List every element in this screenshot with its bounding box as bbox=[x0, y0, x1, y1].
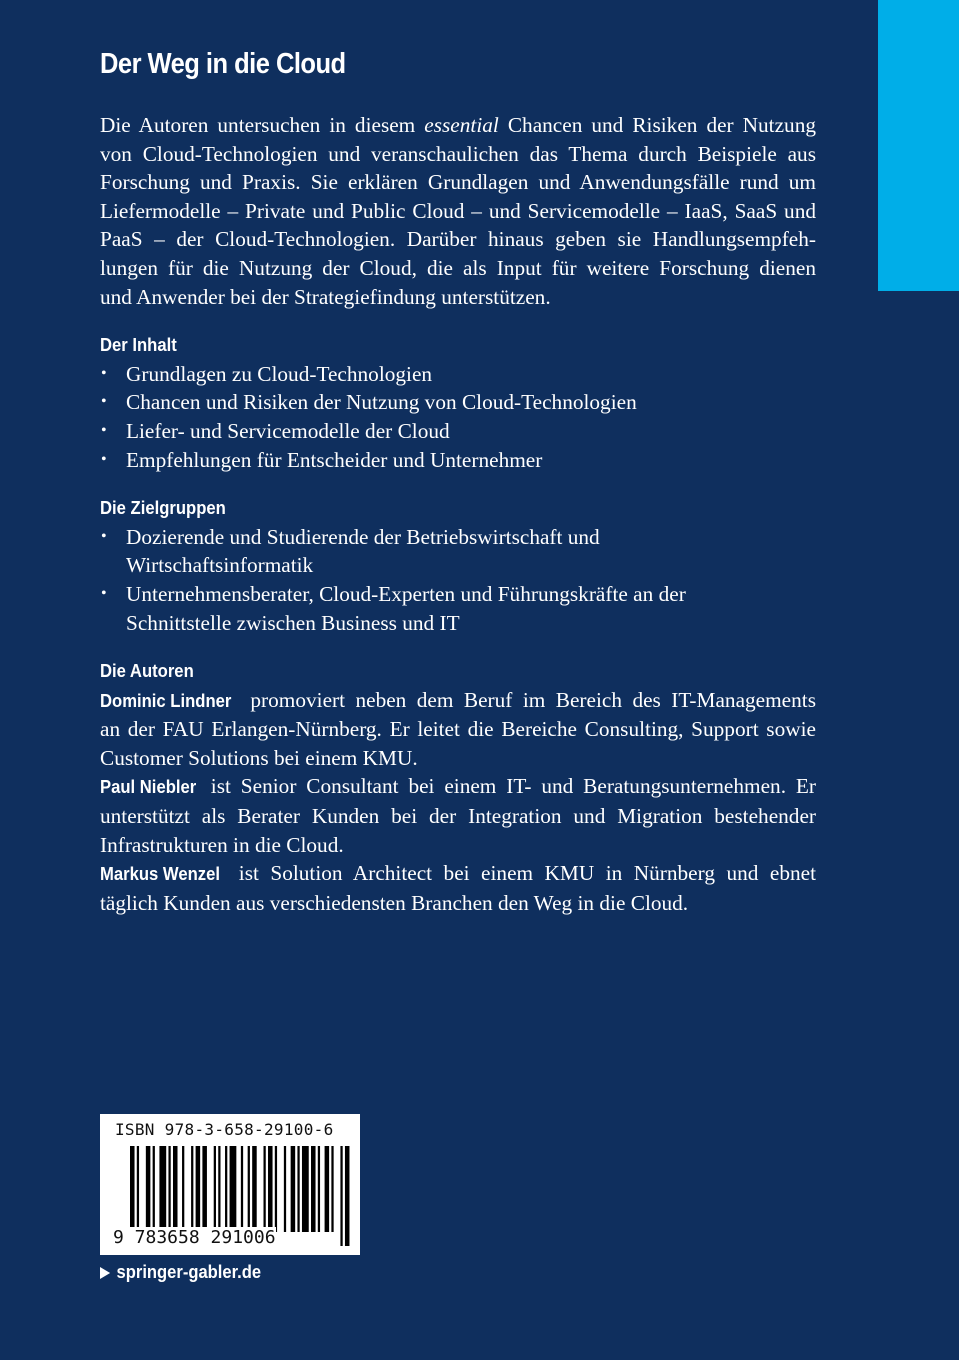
audience-section bbox=[100, 494, 816, 637]
author-bio-line bbox=[100, 889, 816, 918]
intro-line bbox=[100, 254, 816, 283]
list-item-line: • Empfehlungen für Entscheider und Unternehmer bbox=[126, 447, 543, 472]
barcode-bar bbox=[284, 1146, 286, 1232]
isbn-label: ISBN 978-3-658-29100-6 bbox=[115, 1120, 334, 1139]
author-bio-line bbox=[100, 802, 816, 831]
author-bio-line bbox=[100, 715, 816, 744]
intro-emphasis: essential bbox=[424, 113, 499, 137]
list-item-line: • Chancen und Risiken der Nutzung von Cloud-Technologien bbox=[126, 390, 637, 415]
intro-text: Liefermodelle – Private und Public Cloud – und Servicemodelle – IaaS, SaaS und bbox=[100, 198, 816, 223]
author-name: Markus Wenzel bbox=[100, 863, 220, 885]
intro-line bbox=[100, 197, 816, 226]
barcode-bar bbox=[159, 1146, 166, 1232]
intro-text: lungen für die Nutzung der Cloud, die als Input für weitere Forschung dienen bbox=[100, 255, 816, 280]
list-item-line: Schnittstelle zwischen Business und IT bbox=[126, 610, 460, 635]
intro-line bbox=[100, 168, 816, 197]
barcode-bar bbox=[191, 1146, 193, 1232]
barcode-bar bbox=[263, 1146, 265, 1232]
barcode-bar bbox=[340, 1146, 342, 1246]
list-item-line: • Grundlagen zu Cloud-Technologien bbox=[126, 361, 433, 386]
list-item bbox=[100, 523, 816, 580]
barcode-bar bbox=[331, 1146, 333, 1232]
barcode-bar bbox=[345, 1146, 350, 1246]
intro-text: Forschung und Praxis. Sie erklären Grundlagen und Anwendungsfälle rund um bbox=[100, 170, 816, 195]
barcode-bar bbox=[202, 1146, 207, 1232]
intro-line bbox=[100, 283, 816, 312]
barcode-bar bbox=[153, 1146, 155, 1232]
intro-text: PaaS – der Cloud-Technologien. Darüber hinaus geben sie Handlungsempfeh- bbox=[100, 227, 816, 252]
author-bio-text: promoviert neben dem Beruf im Bereich des IT-Managements bbox=[239, 687, 816, 712]
authors-text bbox=[100, 686, 816, 918]
barcode-bar bbox=[325, 1146, 330, 1232]
author-bio-text: täglich Kunden aus verschiedensten Branchen den Weg in die Cloud. bbox=[100, 890, 689, 915]
barcode-bar bbox=[268, 1146, 273, 1232]
intro-line bbox=[100, 111, 816, 140]
barcode-bar bbox=[230, 1146, 237, 1232]
author-bio-line bbox=[100, 859, 816, 889]
author-bio-line bbox=[100, 744, 816, 773]
list-item bbox=[100, 360, 816, 389]
content-list bbox=[100, 360, 816, 474]
barcode-bar bbox=[252, 1146, 257, 1232]
barcode-bar bbox=[318, 1146, 320, 1232]
intro-text: Chancen und Risiken der Nutzung bbox=[498, 113, 816, 137]
list-item bbox=[100, 580, 816, 637]
author-bio-text: Customer Solutions bei einem KMU. bbox=[100, 745, 418, 770]
accent-color-bar bbox=[878, 0, 959, 291]
list-item-line: Wirtschaftsinformatik bbox=[126, 553, 314, 578]
author-bio-line bbox=[100, 831, 816, 860]
barcode-bar bbox=[182, 1146, 184, 1232]
author-name: Paul Niebler bbox=[100, 776, 197, 798]
barcode-digits: 9 783658 291006 bbox=[113, 1227, 276, 1248]
barcode-bar bbox=[146, 1146, 151, 1232]
author-bio-text: ist Senior Consultant bei einem IT- und Beratungsunternehmen. Er bbox=[200, 774, 816, 799]
intro-text: und Anwender bei der Strategiefindung unterstützen. bbox=[100, 284, 551, 309]
content-section bbox=[100, 331, 816, 474]
list-item-line: • Liefer- und Servicemodelle der Cloud bbox=[126, 418, 450, 443]
author-name: Dominic Lindner bbox=[100, 689, 232, 711]
author-bio-text: an der FAU Erlangen-Nürnberg. Er leitet die Bereiche Consulting, Support sowie bbox=[100, 717, 816, 742]
barcode-bar bbox=[297, 1146, 299, 1232]
isbn-barcode bbox=[100, 1114, 360, 1255]
authors-section bbox=[100, 657, 816, 917]
barcode-bar bbox=[275, 1146, 277, 1232]
list-item bbox=[100, 446, 816, 475]
author-bio-line bbox=[100, 772, 816, 802]
publisher-link[interactable] bbox=[100, 1262, 261, 1283]
audience-heading: Die Zielgruppen bbox=[100, 497, 226, 519]
book-title: Der Weg in die Cloud bbox=[100, 48, 346, 80]
intro-line bbox=[100, 140, 816, 169]
barcode-bar bbox=[173, 1146, 178, 1232]
barcode-bar bbox=[196, 1146, 201, 1232]
barcode-bar bbox=[225, 1146, 227, 1232]
list-item-line: • Unternehmensberater, Cloud-Experten und Führungskräfte an der bbox=[126, 581, 686, 606]
author-bio-text: ist Solution Architect bei einem KMU in Nürnberg und ebnet bbox=[227, 861, 816, 886]
content-heading: Der Inhalt bbox=[100, 334, 177, 356]
publisher-link-text: springer-gabler.de bbox=[116, 1262, 262, 1282]
intro-line bbox=[100, 225, 816, 254]
list-item-line: • Dozierende und Studierende der Betriebswirtschaft und bbox=[126, 524, 600, 549]
barcode-bar bbox=[311, 1146, 316, 1232]
barcode-bar bbox=[168, 1146, 170, 1232]
intro-paragraph bbox=[100, 111, 816, 311]
barcode-bar bbox=[291, 1146, 296, 1232]
barcode-bar bbox=[218, 1146, 220, 1232]
list-item bbox=[100, 388, 816, 417]
barcode-bar bbox=[302, 1146, 309, 1232]
intro-text: Die Autoren untersuchen in diesem bbox=[100, 113, 425, 137]
back-cover-content bbox=[100, 42, 816, 917]
intro-text: von Cloud-Technologien und veranschaulichen das Thema durch Beispiele aus bbox=[100, 141, 816, 166]
author-bio-text: Infrastrukturen in die Cloud. bbox=[100, 832, 344, 857]
author-bio-text: unterstützt als Berater Kunden bei der Integration und Migration bestehender bbox=[100, 804, 816, 829]
authors-heading: Die Autoren bbox=[100, 660, 194, 682]
arrow-right-icon bbox=[100, 1267, 110, 1279]
author-bio-line bbox=[100, 686, 816, 716]
barcode-bar bbox=[214, 1146, 216, 1232]
audience-list bbox=[100, 523, 816, 637]
list-item bbox=[100, 417, 816, 446]
